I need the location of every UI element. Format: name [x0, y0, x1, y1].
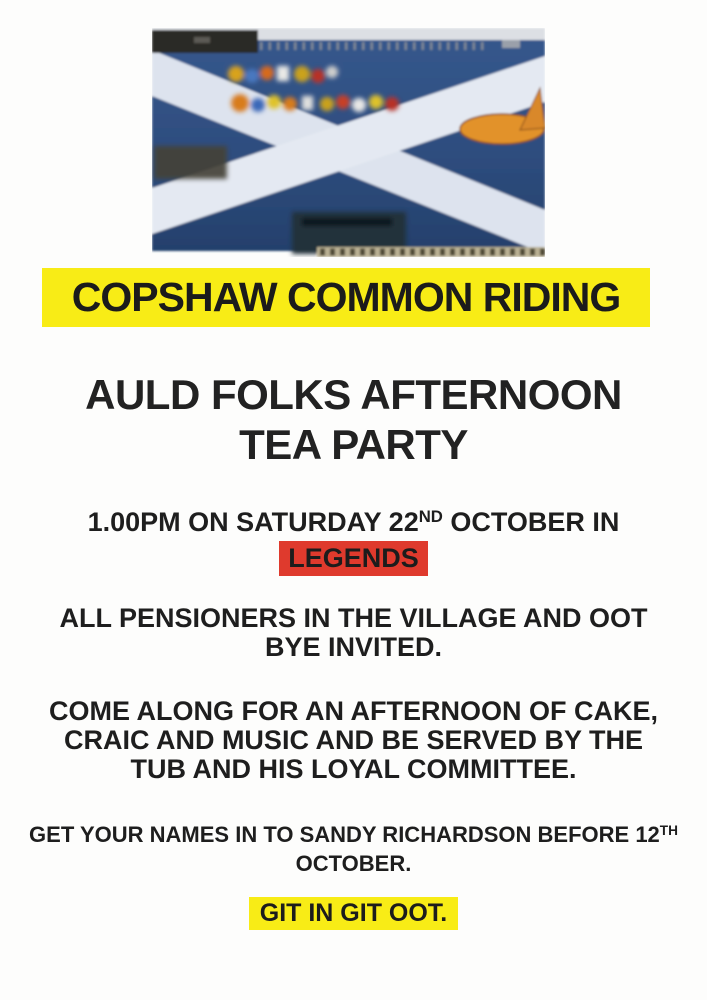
heading-line1: AULD FOLKS AFTERNOON: [85, 371, 622, 418]
event-datetime-suffix: OCTOBER IN: [442, 507, 620, 537]
slogan-git-in-git-oot: GIT IN GIT OOT.: [249, 897, 459, 930]
event-datetime-prefix: 1.00PM ON SATURDAY 22: [87, 507, 419, 537]
rsvp-prefix: GET YOUR NAMES IN TO SANDY RICHARDSON BEFORE 12: [29, 822, 660, 847]
invite-line2: BYE INVITED.: [264, 632, 443, 662]
dark-patch-left: [154, 146, 227, 179]
ordinal-nd: ND: [418, 506, 443, 526]
invite-paragraph: [0, 604, 707, 662]
heading-auld-folks: [0, 370, 707, 470]
saltire-flag-photo: [152, 28, 545, 257]
event-datetime: [0, 505, 707, 543]
dark-bar-mark: [194, 37, 210, 43]
headline-copshaw-common-riding: COPSHAW COMMON RIDING: [42, 268, 650, 327]
details-line3: TUB AND HIS LOYAL COMMITTEE.: [130, 754, 577, 784]
rsvp-paragraph: [0, 822, 707, 877]
footer-row: [0, 897, 707, 930]
details-line1: COME ALONG FOR AN AFTERNOON OF CAKE,: [49, 696, 658, 726]
bottom-texture-strip: [317, 247, 545, 257]
venue-row: [0, 541, 707, 576]
rsvp-suffix: OCTOBER.: [295, 851, 412, 876]
heading-line2: TEA PARTY: [239, 421, 468, 468]
top-right-mark: [502, 40, 520, 48]
saltire-flag-graphic: [152, 28, 545, 257]
ordinal-th: TH: [659, 822, 678, 838]
venue-legends: LEGENDS: [279, 541, 428, 576]
details-paragraph: [0, 697, 707, 784]
details-line2: CRAIC AND MUSIC AND BE SERVED BY THE: [63, 725, 644, 755]
invite-line1: ALL PENSIONERS IN THE VILLAGE AND OOT: [59, 603, 648, 633]
